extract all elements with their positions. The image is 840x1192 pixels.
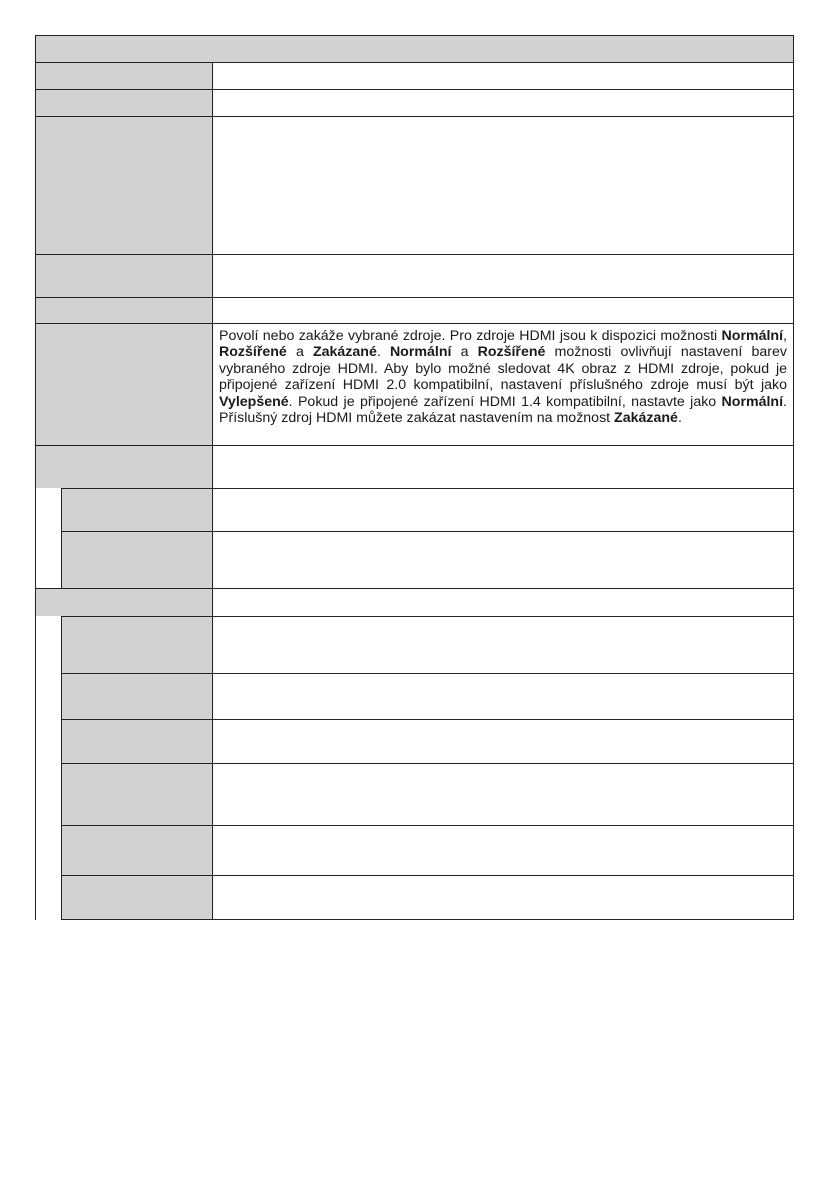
setting-label-cell [35,254,213,298]
bold-term: Zakázané [614,410,678,427]
bold-term: Normální [389,344,452,361]
text-run: Povolí nebo zakáže vybrané zdroje. Pro zdroje HDMI jsou k dispozici možnosti [219,328,722,344]
text-run: a [451,344,478,361]
setting-description-cell [212,254,794,298]
submenu-indent [35,616,62,920]
sources-description-cell [212,323,794,446]
submenu-label-cell [61,825,213,876]
bold-term: Normální [721,328,784,344]
submenu-description-cell [212,763,794,826]
setting-label-cell [35,62,213,90]
sources-label-cell [35,323,213,446]
setting-label-cell [35,445,213,489]
submenu-description-cell [212,875,794,920]
submenu-label-cell [61,673,213,720]
text-run: . Příslušný zdroj HDMI můžete zakázat nastavením na možnost [219,393,787,427]
submenu-label-cell [61,616,213,674]
setting-description-cell [212,62,794,90]
submenu-label-cell [61,488,213,532]
submenu-description-cell [212,825,794,876]
setting-description-cell [212,297,794,324]
submenu-label-cell [61,763,213,826]
submenu-label-cell [61,875,213,920]
setting-description-cell [212,588,794,617]
submenu-label-cell [61,531,213,589]
sources-description-text [219,328,787,426]
bold-term: Rozšířené [477,344,546,361]
submenu-description-cell [212,673,794,720]
submenu-label-cell [61,719,213,764]
setting-description-cell [212,116,794,255]
setting-description-cell [212,89,794,117]
submenu-description-cell [212,488,794,532]
submenu-description-cell [212,531,794,589]
submenu-description-cell [212,719,794,764]
bold-term: Vylepšené [219,393,289,410]
setting-label-cell [35,89,213,117]
bold-term: Zakázané [312,344,377,361]
text-run: a [286,344,313,361]
submenu-indent [35,488,62,589]
setting-description-cell [212,445,794,489]
table-header [35,35,794,63]
setting-label-cell [35,588,213,617]
text-run: . [677,410,682,427]
text-run: , [783,328,787,344]
text-run: možnosti ovlivňují nastavení barev vybraného zdroje HDMI. Aby bylo možné sledovat 4K obraz z HDMI zdroje, pokud je připojené zařízení HDMI 2.0 kompatibilní, nastavení příslušného zdroje musí být jako [219,344,787,394]
text-run: . Pokud je připojené zařízení HDMI 1.4 kompatibilní, nastavte jako [288,393,722,410]
submenu-description-cell [212,616,794,674]
text-run: . [376,344,390,361]
setting-label-cell [35,116,213,255]
setting-label-cell [35,297,213,324]
bold-term: Rozšířené [219,344,287,361]
bold-term: Normální [721,393,784,410]
